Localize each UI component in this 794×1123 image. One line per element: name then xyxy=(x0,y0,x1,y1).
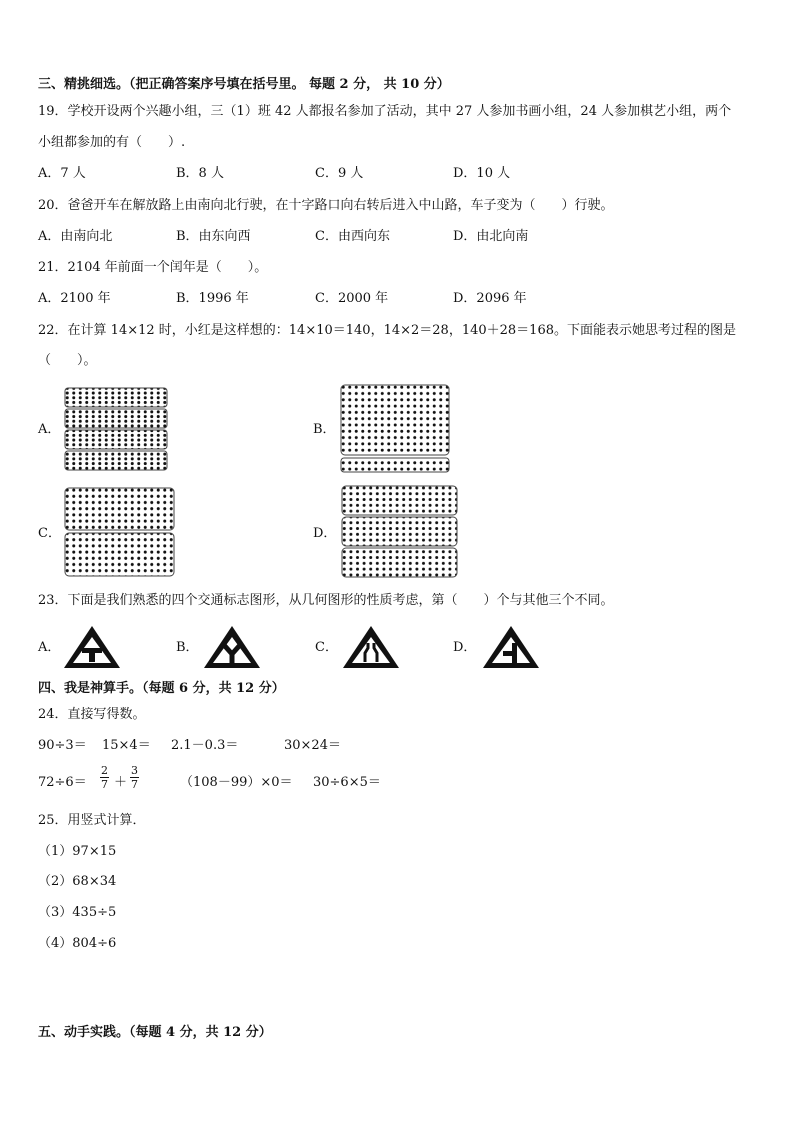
q20-text: 20．爸爸开车在解放路上由南向北行驶，在十字路口向右转后进入中山路，车子变为（ ）行驶。 xyxy=(38,198,614,213)
dot-array-option-b xyxy=(340,384,452,475)
q19-text-line2: 小组都参加的有（ ）. xyxy=(38,135,186,150)
q25-item-4: （4）804÷6 xyxy=(38,936,117,951)
q23-label-c: C． xyxy=(315,640,338,655)
q19-option-a: A．7 人 xyxy=(38,166,86,181)
q21-option-c: C．2000 年 xyxy=(315,291,389,306)
q24-fraction-1 xyxy=(100,764,109,791)
q24-fraction-2 xyxy=(130,764,139,791)
q20-option-b: B．由东向西 xyxy=(176,229,251,244)
q19-text-line1: 19．学校开设两个兴趣小组，三（1）班 42 人都报名参加了活动，其中 27 人参加书画小组，24 人参加棋艺小组，两个 xyxy=(38,104,732,119)
q21-option-b: B．1996 年 xyxy=(176,291,249,306)
q24-row1-expr-1: 90÷3＝ xyxy=(38,738,87,753)
road-narrows-sign-icon xyxy=(341,624,401,670)
q21-option-a: A．2100 年 xyxy=(38,291,111,306)
y-junction-sign-icon xyxy=(202,624,262,670)
fraction-2-numerator: 3 xyxy=(131,764,138,777)
q24-row1-expr-3: 2.1－0.3＝ xyxy=(171,738,239,753)
q23-label-d: D． xyxy=(453,640,477,655)
dot-array-option-c xyxy=(64,487,177,579)
q21-text: 21．2104 年前面一个闰年是（ ）。 xyxy=(38,260,268,275)
q22-label-b: B． xyxy=(313,422,336,437)
q19-option-c: C．9 人 xyxy=(315,166,364,181)
fraction-2-denominator: 7 xyxy=(131,778,138,791)
q23-label-a: A． xyxy=(38,640,61,655)
q25-item-1: （1）97×15 xyxy=(38,844,117,859)
q25-item-2: （2）68×34 xyxy=(38,874,117,889)
q21-option-d: D．2096 年 xyxy=(453,291,527,306)
q24-text: 24．直接写得数。 xyxy=(38,707,146,722)
section-3-heading: 三、精挑细选。（把正确答案序号填在括号里。 每题 2 分， 共 10 分） xyxy=(38,77,450,92)
t-junction-sign-icon xyxy=(62,624,122,670)
q22-label-c: C． xyxy=(38,526,61,541)
q24-row2-expr-3: （108－99）×0＝ xyxy=(180,775,293,790)
q24-plus-sign: ＋ xyxy=(114,775,128,790)
q20-option-a: A．由南向北 xyxy=(38,229,113,244)
q22-label-a: A． xyxy=(38,422,61,437)
q24-row2-expr-4: 30÷6×5＝ xyxy=(313,775,381,790)
section-5-heading: 五、动手实践。（每题 4 分，共 12 分） xyxy=(38,1025,272,1040)
fraction-1-denominator: 7 xyxy=(101,778,108,791)
dot-array-option-a xyxy=(64,386,170,472)
section-4-heading: 四、我是神算手。（每题 6 分，共 12 分） xyxy=(38,681,285,696)
q24-row1-expr-4: 30×24＝ xyxy=(284,738,341,753)
q20-option-d: D．由北向南 xyxy=(453,229,529,244)
q24-row2-expr-1: 72÷6＝ xyxy=(38,775,87,790)
q20-option-c: C．由西向东 xyxy=(315,229,390,244)
q25-text: 25．用竖式计算． xyxy=(38,813,146,828)
q22-text-line2: （ ）。 xyxy=(38,353,97,368)
q25-item-3: （3）435÷5 xyxy=(38,905,117,920)
side-road-junction-sign-icon xyxy=(481,624,541,670)
q22-text-line1: 22．在计算 14×12 时，小红是这样想的：14×10＝140，14×2＝28，140＋28＝168。下面能表示她思考过程的图是 xyxy=(38,323,736,338)
q22-label-d: D． xyxy=(313,526,337,541)
q19-option-b: B．8 人 xyxy=(176,166,224,181)
q23-label-b: B． xyxy=(176,640,199,655)
dot-array-option-d xyxy=(341,485,461,580)
q19-option-d: D．10 人 xyxy=(453,166,511,181)
fraction-1-numerator: 2 xyxy=(101,764,108,777)
q23-text: 23．下面是我们熟悉的四个交通标志图形，从几何图形的性质考虑，第（ ）个与其他三个不同。 xyxy=(38,593,614,608)
q24-row1-expr-2: 15×4＝ xyxy=(102,738,151,753)
